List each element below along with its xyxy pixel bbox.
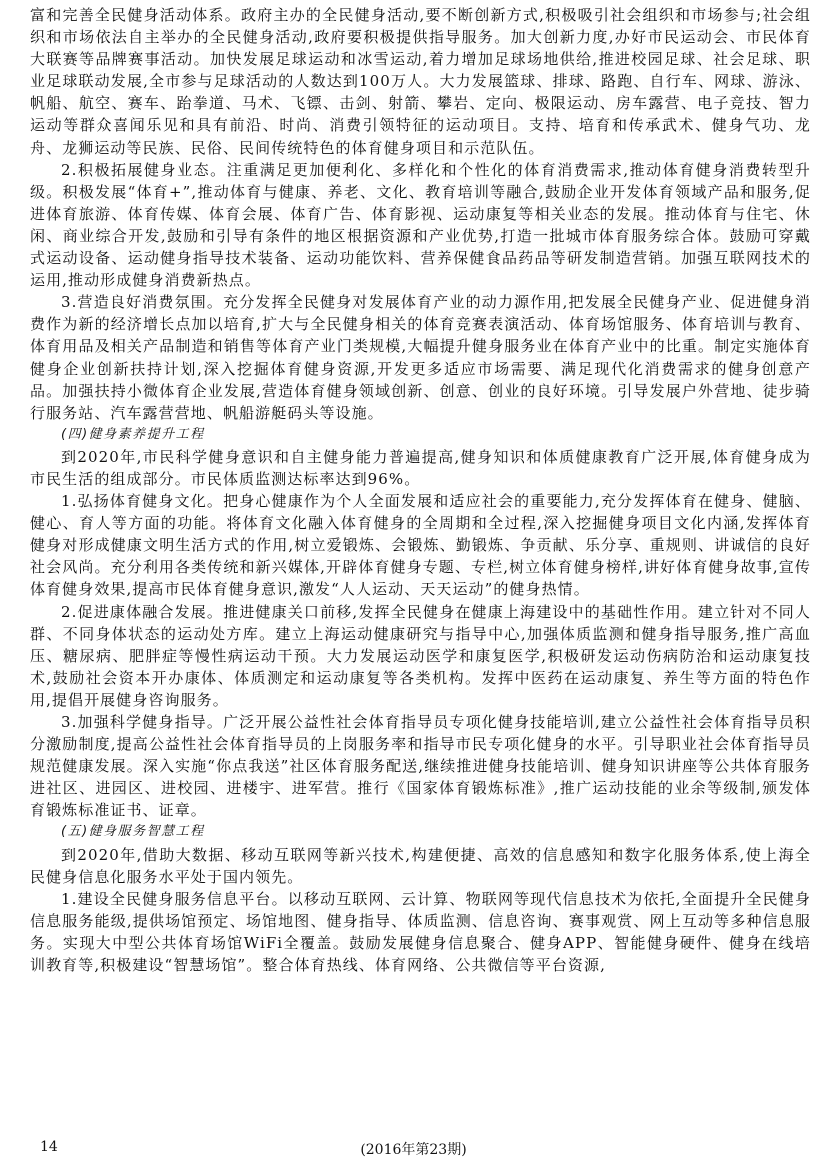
page-footer <box>0 1139 827 1161</box>
paragraph-consumption-atmosphere: 3.营造良好消费氛围。充分发挥全民健身对发展体育产业的动力源作用,把发展全民健身产业、促进健身消费作为新的经济增长点加以培育,扩大与全民健身相关的体育竞赛表演活动、体育场馆服务、体育培训与教育、体育用品及相关产品制造和销售等体育产业门类规模,大幅提升健身服务业在体育产业中的比重。制定实施体育健身企业创新扶持计划,深入挖掘体育健身资源,开发更多适应市场需要、满足现代化消费需求的健身创意产品。加强扶持小微体育企业发展,营造体育健身领域创新、创意、创业的良好环境。引导发展户外营地、徒步骑行服务站、汽车露营营地、帆船游艇码头等设施。 <box>30 293 811 422</box>
issue-label: (2016年第23期) <box>360 1142 467 1158</box>
paragraph-fitness-culture: 1.弘扬体育健身文化。把身心健康作为个人全面发展和适应社会的重要能力,充分发挥体育在健身、健脑、健心、育人等方面的功能。将体育文化融入体育健身的全周期和全过程,深入挖掘健身项目文化内涵,发挥体育健身对形成健康文明生活方式的作用,树立爱锻炼、会锻炼、勤锻炼、争贡献、乐分享、重规则、讲诚信的良好社会风尚。充分利用各类传统和新兴媒体,开辟体育健身专题、专栏,树立体育健身榜样,讲好体育健身故事,宣传体育健身效果,提高市民体育健身意识,激发“人人运动、天天运动”的健身热情。 <box>30 492 811 599</box>
paragraph-section-4-goal: 到2020年,市民科学健身意识和自主健身能力普遍提高,健身知识和体质健康教育广泛开展,体育健身成为市民生活的组成部分。市民体质监测达标率达到96%。 <box>30 447 811 488</box>
paragraph-continuation: 富和完善全民健身活动体系。政府主办的全民健身活动,要不断创新方式,积极吸引社会组织和市场参与;社会组织和市场依法自主举办的全民健身活动,政府要积极提供指导服务。加大创新力度,办好市民运动会、市民体育大联赛等品牌赛事活动。加快发展足球运动和冰雪运动,着力增加足球场地供给,推进校园足球、社会足球、职业足球联动发展,全市参与足球活动的人数达到100万人。大力发展篮球、排球、路跑、自行车、网球、游泳、帆船、航空、赛车、跆拳道、马术、飞镖、击剑、射箭、攀岩、定向、极限运动、房车露营、电子竞技、智力运动等群众喜闻乐见和具有前沿、时尚、消费引领特征的运动项目。支持、培育和传承武术、健身气功、龙舟、龙狮运动等民族、民俗、民间传统特色的体育健身项目和示范队伍。 <box>30 6 811 157</box>
page-number: 14 <box>40 1139 58 1155</box>
paragraph-scientific-guidance: 3.加强科学健身指导。广泛开展公益性社会体育指导员专项化健身技能培训,建立公益性社会体育指导员积分激励制度,提高公益性社会体育指导员的上岗服务率和指导市民专项化健身的水平。引导职业社会体育指导员规范健康发展。深入实施“你点我送”社区体育服务配送,继续推进健身技能培训、健身知识讲座等公共体育服务进社区、进园区、进校园、进楼宇、进军营。推行《国家体育锻炼标准》,推广运动技能的业余等级制,颁发体育锻炼标准证书、证章。 <box>30 713 811 820</box>
paragraph-health-integration: 2.促进康体融合发展。推进健康关口前移,发挥全民健身在健康上海建设中的基础性作用。建立针对不同人群、不同身体状态的运动处方库。建立上海运动健康研究与指导中心,加强体质监测和健身指导服务,推广高血压、糖尿病、肥胖症等慢性病运动干预。大力发展运动医学和康复医学,积极研发运动伤病防治和运动康复技术,鼓励社会资本开办康体、体质测定和运动康复等各类机构。发挥中医药在运动康复、养生等方面的特色作用,提倡开展健身咨询服务。 <box>30 602 811 709</box>
section-heading-4: (四)健身素养提升工程 <box>61 426 205 442</box>
section-heading-5: (五)健身服务智慧工程 <box>61 824 205 840</box>
paragraph-fitness-business: 2.积极拓展健身业态。注重满足更加便利化、多样化和个性化的体育消费需求,推动体育健身消费转型升级。积极发展“体育+”,推动体育与健康、养老、文化、教育培训等融合,鼓励企业开发体育领域产品和服务,促进体育旅游、体育传媒、体育会展、体育广告、体育影视、运动康复等相关业态的发展。推动体育与住宅、休闲、商业综合开发,鼓励和引导有条件的地区根据资源和产业优势,打造一批城市体育服务综合体。鼓励可穿戴式运动设备、运动健身指导技术装备、运动功能饮料、营养保健食品药品等研发制造营销。加强互联网技术的运用,推动形成健身消费新热点。 <box>30 160 811 290</box>
paragraph-info-platform: 1.建设全民健身服务信息平台。以移动互联网、云计算、物联网等现代信息技术为依托,全面提升全民健身信息服务能级,提供场馆预定、场馆地图、健身指导、体质监测、信息咨询、赛事观赏、网上互动等多种信息服务。实现大中型公共体育场馆WiFi全覆盖。鼓励发展健身信息聚合、健身APP、智能健身硬件、健身在线培训教育等,积极建设“智慧场馆”。整合体育热线、体育网络、公共微信等平台资源, <box>30 889 811 975</box>
paragraph-section-5-goal: 到2020年,借助大数据、移动互联网等新兴技术,构建便捷、高效的信息感知和数字化服务体系,使上海全民健身信息化服务水平处于国内领先。 <box>30 845 811 886</box>
